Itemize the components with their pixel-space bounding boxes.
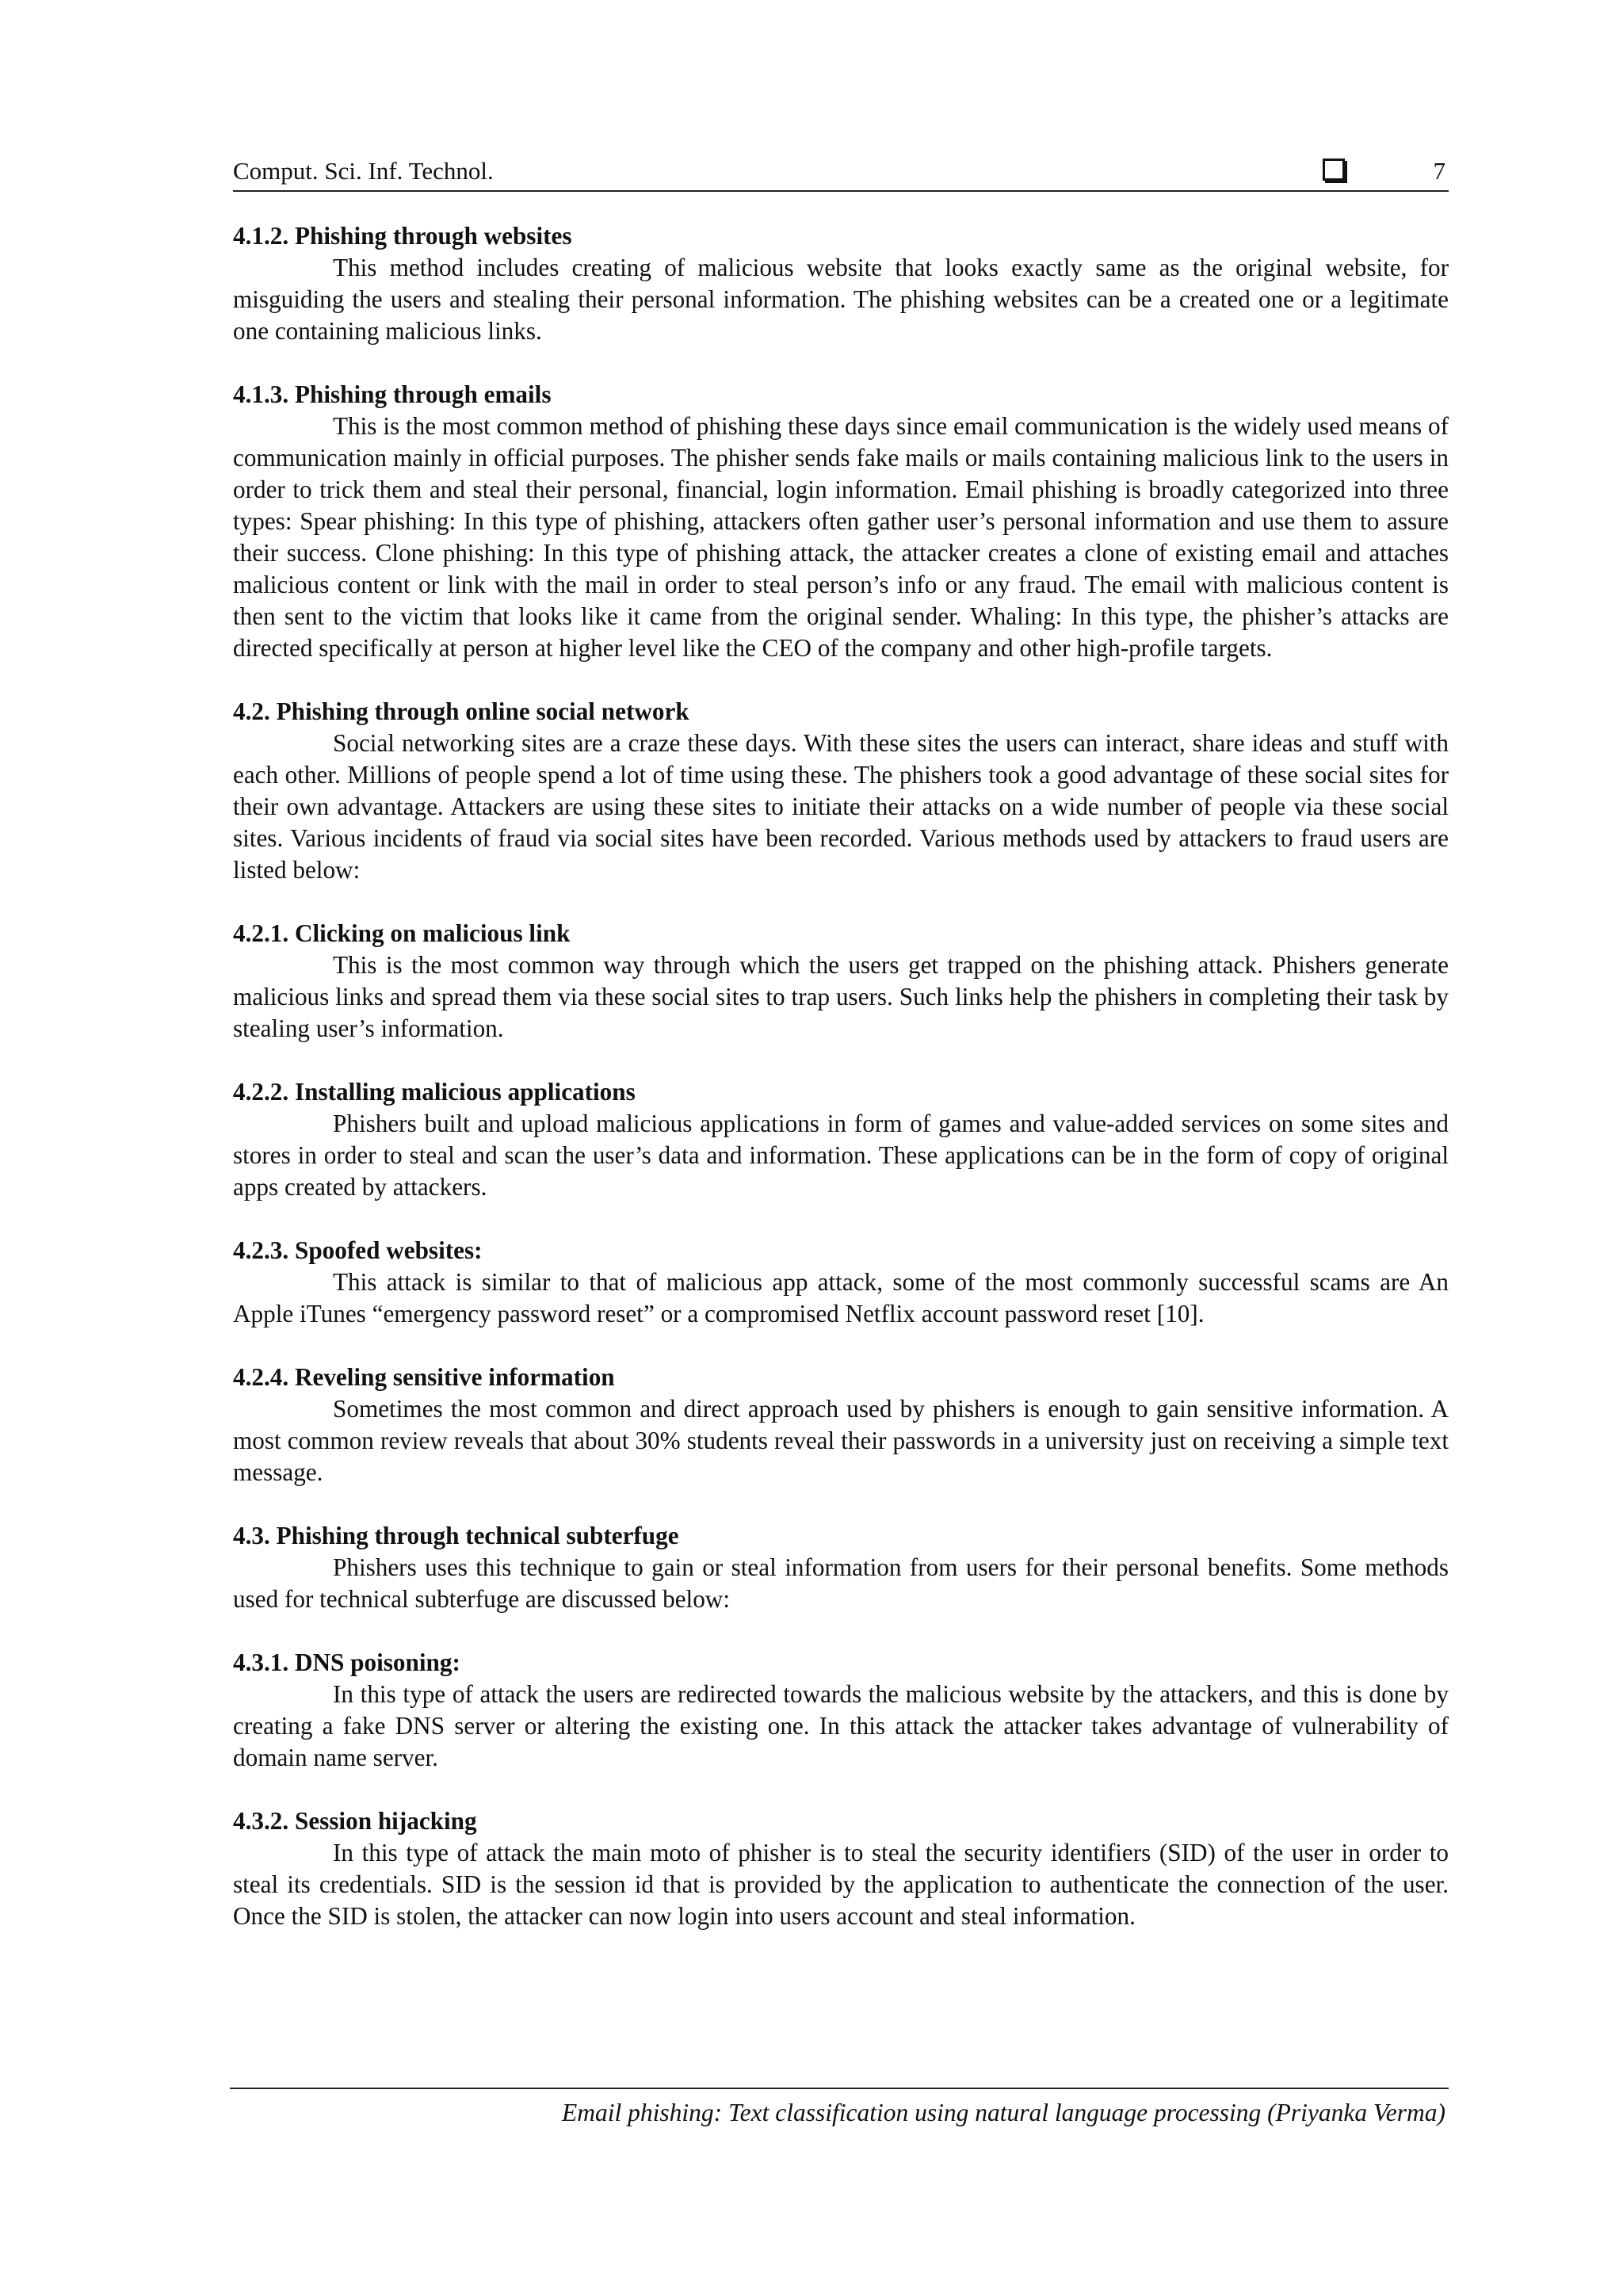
section-heading: 4.2.4. Reveling sensitive information bbox=[233, 1363, 615, 1391]
section-4-1-2 bbox=[233, 220, 1449, 347]
section-body: In this type of attack the main moto of phisher is to steal the security identifiers (SID) of the user in order to steal its credentials. SID is the session id that is provided by the application to authenticate the connection of the user. Once the SID is stolen, the attacker can now login into users account and steal information. bbox=[233, 1839, 1449, 1930]
section-body: Phishers built and upload malicious applications in form of games and value-added services on some sites and stores in order to steal and scan the user’s data and information. These applications can be in the form of copy of original apps created by attackers. bbox=[233, 1110, 1449, 1201]
section-heading: 4.2.1. Clicking on malicious link bbox=[233, 919, 571, 947]
section-4-2-4 bbox=[233, 1362, 1449, 1488]
section-heading: 4.1.3. Phishing through emails bbox=[233, 380, 552, 408]
page-number: 7 bbox=[1433, 157, 1445, 185]
section-body: This is the most common way through which the users get trapped on the phishing attack. Phishers generate malicious links and spread them via these social sites to trap users. Such links help the phishers in completing their task by stealing user’s information. bbox=[233, 951, 1449, 1042]
section-4-3-2 bbox=[233, 1805, 1449, 1932]
section-heading: 4.2.2. Installing malicious applications bbox=[233, 1078, 636, 1106]
section-body: Sometimes the most common and direct approach used by phishers is enough to gain sensitive information. A most common review reveals that about 30% students reveal their passwords in a university just on receiving a simple text message. bbox=[233, 1395, 1449, 1486]
square-box-icon bbox=[1323, 159, 1345, 181]
main-content bbox=[233, 220, 1449, 1964]
section-4-3-1 bbox=[233, 1647, 1449, 1774]
running-footer bbox=[230, 2088, 1449, 2141]
section-body: This method includes creating of malicious website that looks exactly same as the original website, for misguiding the users and stealing their personal information. The phishing websites can be a created one or a legitimate one containing malicious links. bbox=[233, 254, 1449, 345]
footer-citation: Email phishing: Text classification using natural language processing (Priyanka Verma) bbox=[562, 2099, 1445, 2126]
section-heading: 4.3.1. DNS poisoning: bbox=[233, 1648, 460, 1676]
section-heading: 4.2. Phishing through online social network bbox=[233, 697, 689, 725]
section-4-2 bbox=[233, 696, 1449, 886]
running-header bbox=[233, 155, 1449, 192]
section-4-2-2 bbox=[233, 1076, 1449, 1203]
section-4-3 bbox=[233, 1520, 1449, 1615]
section-heading: 4.1.2. Phishing through websites bbox=[233, 222, 572, 250]
section-body: Phishers uses this technique to gain or steal information from users for their personal benefits. Some methods used for technical subterfuge are discussed below: bbox=[233, 1553, 1449, 1613]
section-body: Social networking sites are a craze these days. With these sites the users can interact, share ideas and stuff with each other. Millions of people spend a lot of time using these. The phishers took a good advantage of these social sites for their own advantage. Attackers are using these sites to initiate their attacks on a wide number of people via these social sites. Various incidents of fraud via social sites have been recorded. Various methods used by attackers to fraud users are listed below: bbox=[233, 729, 1449, 884]
section-4-2-3 bbox=[233, 1235, 1449, 1330]
section-heading: 4.3. Phishing through technical subterfuge bbox=[233, 1522, 679, 1549]
section-4-2-1 bbox=[233, 918, 1449, 1045]
section-body: This attack is similar to that of malicious app attack, some of the most commonly successful scams are An Apple iTunes “emergency password reset” or a compromised Netflix account password reset [10]. bbox=[233, 1268, 1449, 1328]
journal-name: Comput. Sci. Inf. Technol. bbox=[233, 157, 494, 185]
section-4-1-3 bbox=[233, 379, 1449, 664]
section-heading: 4.3.2. Session hijacking bbox=[233, 1807, 477, 1835]
section-heading: 4.2.3. Spoofed websites: bbox=[233, 1236, 483, 1264]
section-body: This is the most common method of phishing these days since email communication is the widely used means of communication mainly in official purposes. The phisher sends fake mails or mails containing malicious link to the users in order to trick them and steal their personal, financial, login information. Email phishing is broadly categorized into three types: Spear phishing: In this type of phishing, attackers often gather user’s personal information and use them to assure their success. Clone phishing: In this type of phishing attack, the attacker creates a clone of existing email and attaches malicious content or link with the mail in order to steal person’s info or any fraud. The email with malicious content is then sent to the victim that looks like it came from the original sender. Whaling: In this type, the phisher’s attacks are directed specifically at person at higher level like the CEO of the company and other high-profile targets. bbox=[233, 412, 1449, 662]
section-body: In this type of attack the users are redirected towards the malicious website by the attackers, and this is done by creating a fake DNS server or altering the existing one. In this attack the attacker takes advantage of vulnerability of domain name server. bbox=[233, 1680, 1449, 1771]
